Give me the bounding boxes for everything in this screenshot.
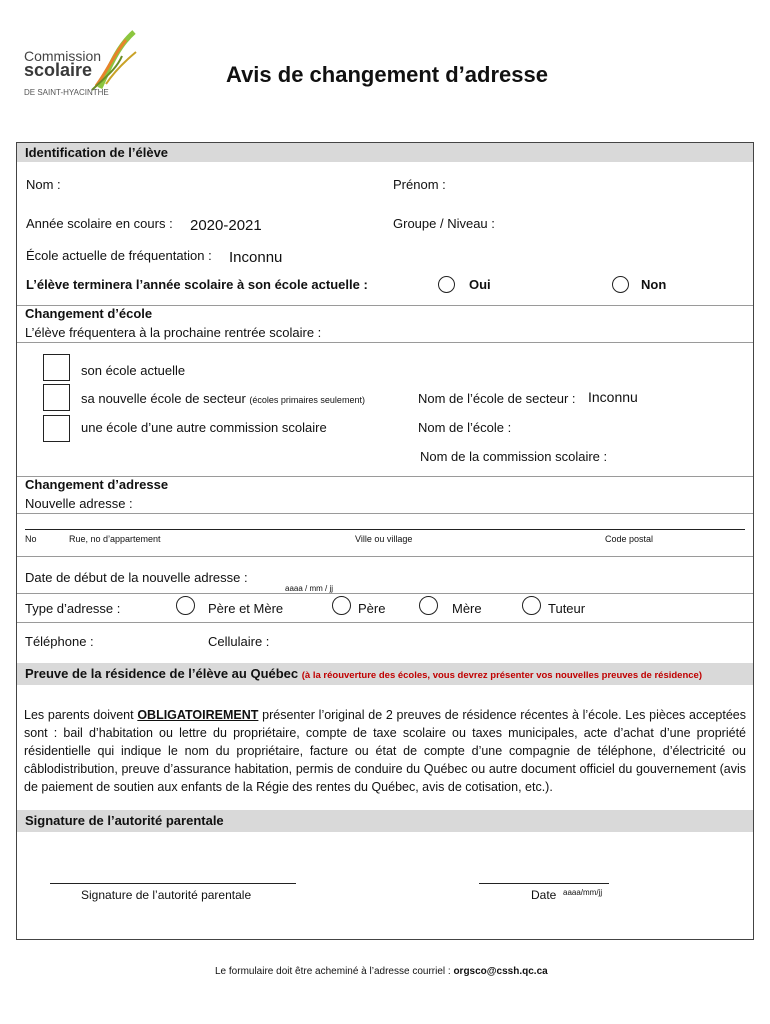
col-rue-label: Rue, no d’appartement — [69, 534, 161, 544]
option-ecole-secteur-checkbox[interactable] — [43, 384, 70, 411]
type-tuteur-radio[interactable] — [522, 596, 541, 615]
section-preuve — [17, 663, 753, 685]
date-debut-hint: aaaa / mm / jj — [285, 584, 334, 593]
annee-value[interactable]: 2020-2021 — [190, 217, 262, 234]
footer-email[interactable]: orgsco@cssh.qc.ca — [453, 966, 548, 977]
nom-commission-label: Nom de la commission scolaire : — [420, 449, 608, 464]
col-ville-label: Ville ou village — [355, 534, 413, 544]
signature-date-hint: aaaa/mm/jj — [563, 888, 603, 897]
option-ecole-secteur-note: (écoles primaires seulement) — [249, 395, 365, 405]
logo-line1: Commission — [24, 48, 102, 64]
signature-line[interactable] — [50, 883, 296, 884]
divider-ecole-sub — [17, 342, 753, 343]
terminera-label: L’élève terminera l’année scolaire à son école actuelle : — [26, 277, 368, 292]
type-tuteur-label: Tuteur — [548, 601, 586, 616]
col-no-label: No — [25, 534, 37, 544]
non-radio[interactable] — [612, 276, 629, 293]
telephone-label: Téléphone : — [25, 634, 94, 649]
groupe-label: Groupe / Niveau : — [393, 216, 495, 231]
preuve-paragraph — [24, 706, 746, 796]
type-pere-radio[interactable] — [332, 596, 351, 615]
type-pere-label: Père — [358, 601, 386, 616]
type-pere-mere-radio[interactable] — [176, 596, 195, 615]
footer-text: Le formulaire doit être acheminé à l’adresse courriel : — [215, 966, 454, 977]
option-ecole-actuelle-label: son école actuelle — [81, 363, 186, 378]
non-label: Non — [641, 277, 667, 292]
address-line — [25, 529, 745, 530]
footer — [215, 966, 548, 977]
preuve-para-emph: OBLIGATOIREMENT — [137, 708, 259, 722]
section-changement-adresse-title: Changement d’adresse — [25, 477, 169, 492]
nom-ecole-label: Nom de l’école : — [418, 420, 512, 435]
signature-date-line[interactable] — [479, 883, 609, 884]
section-signature-title: Signature de l’autorité parentale — [25, 813, 224, 828]
secteur-label: Nom de l’école de secteur : — [418, 391, 576, 406]
section-identification — [17, 143, 753, 162]
ecole-actuelle-label: École actuelle de fréquentation : — [26, 248, 212, 263]
ecole-actuelle-value[interactable]: Inconnu — [229, 249, 283, 266]
section-preuve-title: Preuve de la résidence de l’élève au Québec — [25, 666, 299, 681]
logo — [22, 26, 140, 102]
option-ecole-secteur-label — [81, 391, 365, 406]
preuve-para-rest: présenter l’original de 2 preuves de résidence récentes à l’école. Les pièces acceptées sont : bail d’habitation ou lettre du propriétaire, compte de taxe scolaire ou taxes municipales, acte d’achat d’une propriété résidentielle qui indique le nom du propriétaire, facture ou état de compte d’une compagnie de téléphone, d’électricité ou câblodistribution, preuve d’assurance habitation, permis de conduire du Québec ou autre document officiel du gouvernement (avis de paiement de soutien aux enfants de la Régie des rentes du Québec, avis de cotisation, etc.). — [24, 708, 746, 794]
oui-label: Oui — [469, 277, 491, 292]
divider-date — [17, 556, 753, 557]
type-pere-mere-label: Père et Mère — [208, 601, 284, 616]
divider-telephone — [17, 622, 753, 623]
page-title: Avis de changement d’adresse — [226, 62, 548, 87]
section-identification-title: Identification de l’élève — [25, 145, 169, 160]
logo-line3: DE SAINT-HYACINTHE — [24, 88, 109, 97]
cellulaire-label: Cellulaire : — [208, 634, 270, 649]
signature-label: Signature de l’autorité parentale — [81, 888, 252, 902]
preuve-para-start: Les parents doivent — [24, 708, 138, 722]
prenom-label: Prénom : — [393, 177, 446, 192]
nom-label: Nom : — [26, 177, 61, 192]
col-code-label: Code postal — [605, 534, 654, 544]
divider-adresse-sub — [17, 513, 753, 514]
option-autre-commission-label: une école d’une autre commission scolaire — [81, 420, 327, 435]
option-ecole-actuelle-checkbox[interactable] — [43, 354, 70, 381]
signature-date-label: Date — [531, 888, 557, 902]
type-mere-radio[interactable] — [419, 596, 438, 615]
annee-label: Année scolaire en cours : — [26, 216, 173, 231]
section-signature — [17, 810, 753, 832]
section-preuve-note: (à la réouverture des écoles, vous devrez présenter vos nouvelles preuves de résidence) — [301, 670, 702, 681]
section-changement-ecole-title: Changement d’école — [25, 306, 153, 321]
oui-radio[interactable] — [438, 276, 455, 293]
type-mere-label: Mère — [452, 601, 482, 616]
option-autre-commission-checkbox[interactable] — [43, 415, 70, 442]
option-ecole-secteur-text: sa nouvelle école de secteur — [81, 391, 246, 406]
changement-ecole-intro: L’élève fréquentera à la prochaine rentrée scolaire : — [25, 325, 322, 340]
logo-line2: scolaire — [24, 60, 93, 80]
date-debut-label: Date de début de la nouvelle adresse : — [25, 570, 248, 585]
divider-type — [17, 593, 753, 594]
secteur-value[interactable]: Inconnu — [588, 389, 638, 405]
nouvelle-adresse-label: Nouvelle adresse : — [25, 496, 133, 511]
type-adresse-label: Type d’adresse : — [25, 601, 121, 616]
